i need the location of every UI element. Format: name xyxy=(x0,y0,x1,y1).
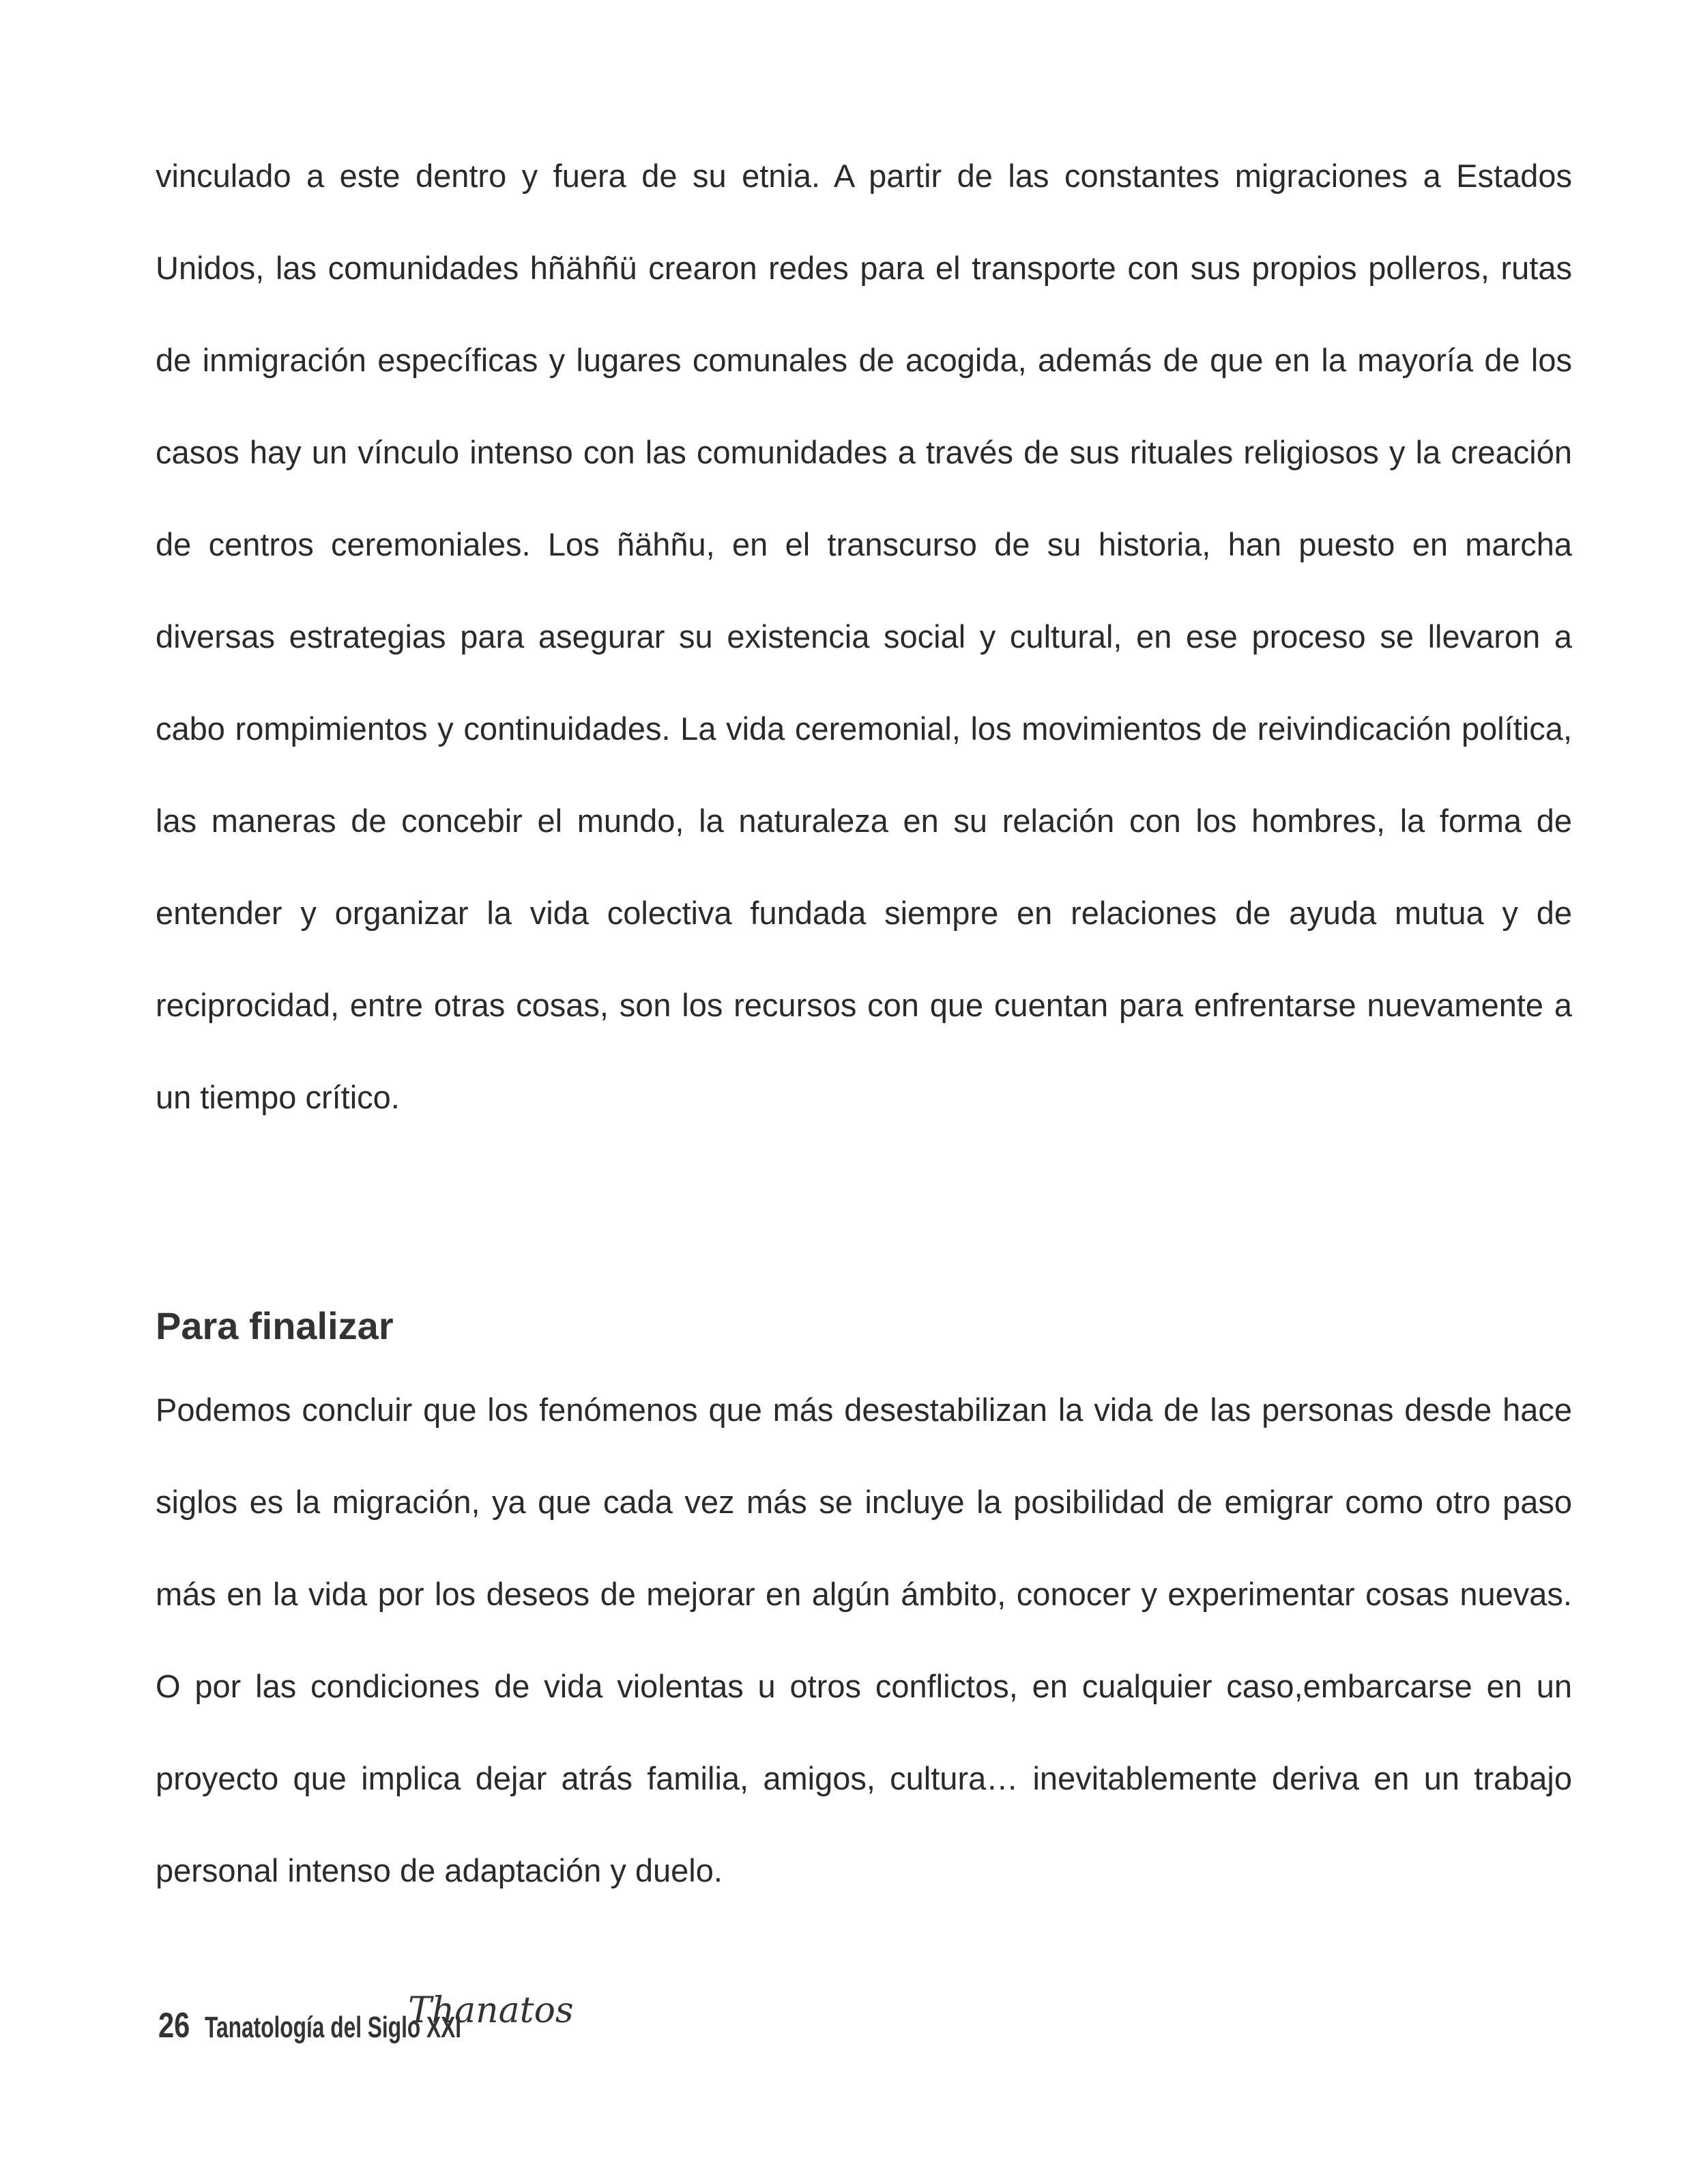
page-number: 26 xyxy=(158,2006,190,2045)
section-heading: Para finalizar xyxy=(156,1304,394,1347)
page-footer xyxy=(158,1983,574,2045)
body-paragraph-2: Podemos concluir que los fenómenos que más desestabilizan la vida de las personas desde hace siglos es la migración, ya que cada vez más se incluye la posibilidad de emigrar como otro paso más en la vida por los deseos de mejorar en algún ámbito, conocer y experimentar cosas nuevas. O por las condiciones de vida violentas u otros conflictos, en cualquier caso,embarcarse en un proyecto que implica dejar atrás familia, amigos, cultura… inevitablemente deriva en un trabajo personal intenso de adaptación y duelo. xyxy=(156,1392,1572,1888)
body-paragraph-1: vinculado a este dentro y fuera de su etnia. A partir de las constantes migraciones a Estados Unidos, las comunidades hñähñü crearon redes para el transporte con sus propios polleros, rutas de inmigración específicas y lugares comunales de acogida, además de que en la mayoría de los casos hay un vínculo intenso con las comunidades a través de sus rituales religiosos y la creación de centros ceremoniales. Los ñähñu, en el transcurso de su historia, han puesto en marcha diversas estrategias para asegurar su existencia social y cultural, en ese proceso se llevaron a cabo rompimientos y continuidades. La vida ceremonial, los movimientos de reivindicación política, las maneras de concebir el mundo, la naturaleza en su relación con los hombres, la forma de entender y organizar la vida colectiva fundada siempre en relaciones de ayuda mutua y de reciprocidad, entre otras cosas, son los recursos con que cuentan para enfrentarse nuevamente a un tiempo crítico. xyxy=(156,158,1572,1115)
journal-name: Tanatología del Siglo XXI xyxy=(205,2011,462,2044)
thanatos-logo-text: Thanatos xyxy=(408,1990,574,2031)
